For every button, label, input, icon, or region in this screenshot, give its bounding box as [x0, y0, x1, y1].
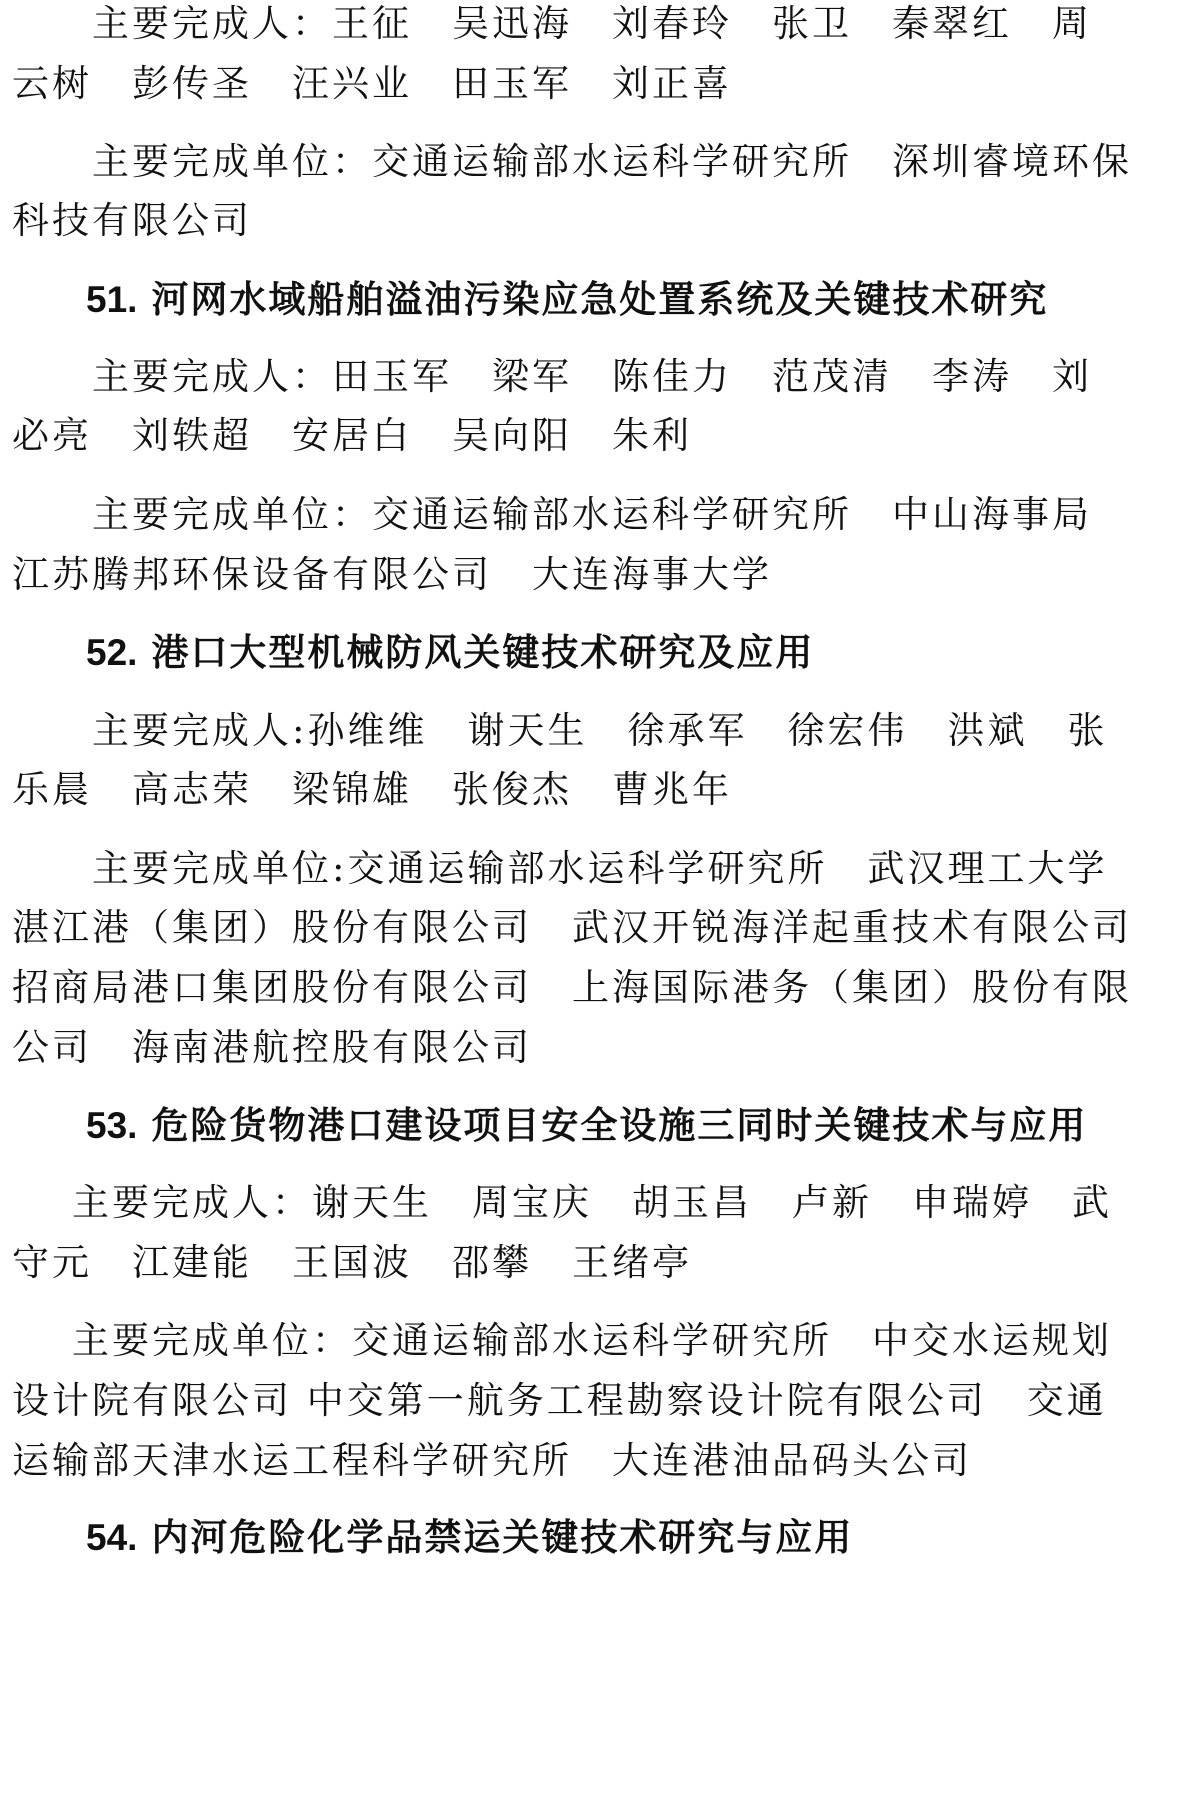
project-number: 53. — [86, 1105, 138, 1146]
completers-line: 云树 彭传圣 汪兴业 田玉军 刘正喜 — [12, 62, 732, 105]
units-line: 湛江港（集团）股份有限公司 武汉开锐海洋起重技术有限公司 — [12, 906, 1132, 949]
project-number: 54. — [86, 1517, 138, 1558]
project-title-text: 港口大型机械防风关键技术研究及应用 — [151, 631, 815, 674]
units-line: 主要完成单位：交通运输部水运科学研究所 中交水运规划 — [72, 1319, 1112, 1362]
completers-line: 主要完成人:孙维维 谢天生 徐承军 徐宏伟 洪斌 张 — [92, 709, 1108, 752]
project-number: 52. — [86, 632, 138, 673]
units-line: 主要完成单位：交通运输部水运科学研究所 中山海事局 — [92, 493, 1092, 536]
units-line: 公司 海南港航控股有限公司 — [12, 1026, 532, 1069]
units-line: 设计院有限公司 中交第一航务工程勘察设计院有限公司 交通 — [12, 1379, 1107, 1422]
units-line: 科技有限公司 — [12, 199, 252, 242]
units-line: 江苏腾邦环保设备有限公司 大连海事大学 — [12, 553, 772, 596]
project-title-text: 危险货物港口建设项目安全设施三同时关键技术与应用 — [151, 1104, 1088, 1147]
completers-line: 主要完成人：谢天生 周宝庆 胡玉昌 卢新 申瑞婷 武 — [72, 1181, 1112, 1224]
completers-line: 必亮 刘轶超 安居白 吴向阳 朱利 — [12, 414, 692, 457]
completers-line: 主要完成人：田玉军 梁军 陈佳力 范茂清 李涛 刘 — [92, 355, 1092, 398]
units-line: 主要完成单位：交通运输部水运科学研究所 深圳睿境环保 — [92, 140, 1132, 183]
project-title-53 — [86, 1104, 1087, 1148]
project-title-text: 内河危险化学品禁运关键技术研究与应用 — [151, 1516, 854, 1559]
project-title-51 — [86, 278, 1048, 322]
completers-line: 乐晨 高志荣 梁锦雄 张俊杰 曹兆年 — [12, 768, 732, 811]
completers-line: 守元 江建能 王国波 邵攀 王绪亭 — [12, 1241, 692, 1284]
project-title-54 — [86, 1516, 853, 1560]
completers-line: 主要完成人：王征 吴迅海 刘春玲 张卫 秦翠红 周 — [92, 2, 1092, 45]
project-number: 51. — [86, 279, 138, 320]
project-title-52 — [86, 631, 814, 675]
units-line: 运输部天津水运工程科学研究所 大连港油品码头公司 — [12, 1439, 972, 1482]
project-title-text: 河网水域船舶溢油污染应急处置系统及关键技术研究 — [151, 278, 1049, 321]
units-line: 招商局港口集团股份有限公司 上海国际港务（集团）股份有限 — [12, 966, 1132, 1009]
units-line: 主要完成单位:交通运输部水运科学研究所 武汉理工大学 — [92, 847, 1108, 890]
